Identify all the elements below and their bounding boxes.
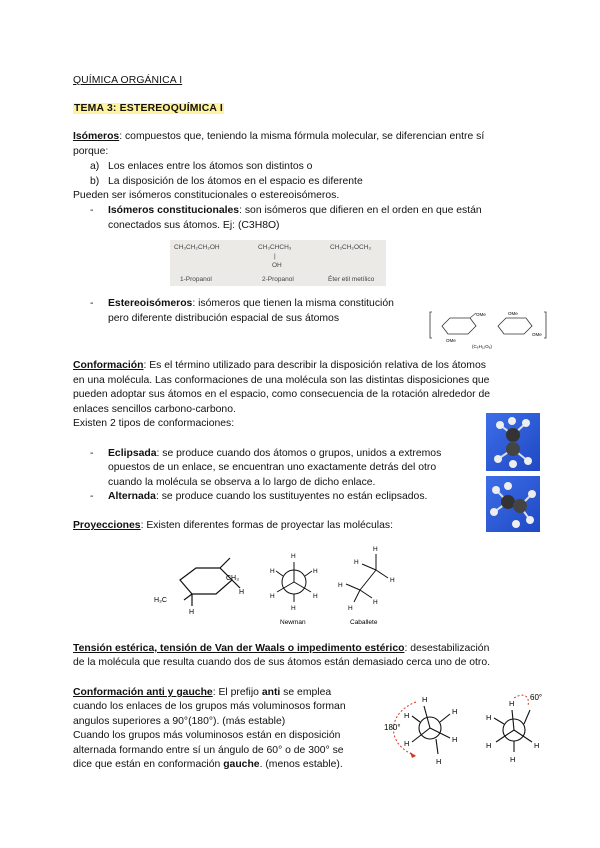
estereo-line [108, 297, 394, 312]
isomeros-intro-cont: porque: [73, 146, 109, 157]
constitucionales-line2: conectados sus átomos. Ej: (C3H8O) [108, 220, 280, 231]
conformacion-line2: en una molécula. Las conformaciones de una molécula son las distintas disposiciones que [73, 375, 490, 386]
alternada-term: Alternada [108, 491, 156, 502]
anti-h5: H [404, 739, 410, 748]
anti-h1: H [422, 695, 428, 704]
formula-2-bond: | [274, 253, 276, 260]
anti-h2: H [452, 707, 458, 716]
antigauche-line2: cuando los enlaces de los grupos más voluminosos forman [73, 701, 346, 712]
glucose-label-4: OMe [532, 332, 542, 337]
eclipsada-term: Eclipsada [108, 448, 157, 459]
anti-h3: H [404, 711, 410, 720]
alternada-text: : se produce cuando los sustituyentes no están eclipsados. [155, 491, 428, 502]
newman-h1: H [291, 553, 296, 560]
caballete-h1: H [373, 546, 378, 553]
newman-h5: H [313, 593, 318, 600]
proyecciones-term: Proyecciones [73, 520, 141, 531]
anti-word: anti [261, 687, 281, 698]
conformacion-term: Conformación [73, 360, 144, 371]
estereo-text: : isómeros que tienen la misma constitución [192, 298, 394, 309]
h-label-chair-1: H [239, 589, 245, 596]
newman-h4: H [270, 593, 275, 600]
antigauche-line1 [73, 686, 331, 701]
formula-2-oh: OH [272, 262, 282, 269]
newman-h2: H [270, 568, 275, 575]
glucose-label-3: OMe [508, 311, 518, 316]
eclipsada-line1 [108, 447, 441, 462]
conformacion-line5: Existen 2 tipos de conformaciones: [73, 418, 235, 429]
isomeros-paragraph [73, 130, 484, 145]
estereo-term: Estereoisómeros [108, 298, 193, 309]
antigauche-l6a: dice que están en conformación [73, 759, 224, 770]
glucose-stereoisomers-figure [428, 308, 550, 350]
sawhorse-projection [346, 554, 388, 602]
isomeros-term: Isómeros [73, 131, 120, 142]
formula-3-name: Éter etil metílico [328, 276, 375, 283]
alternada-line [108, 490, 427, 505]
glucose-formula: (C₆H₁₂O₆) [472, 344, 492, 349]
bullet-dash-2: - [90, 298, 94, 309]
gauche-word: gauche [223, 759, 260, 770]
tension-text: : desestabilización [404, 643, 490, 654]
proyecciones-text: : Existen diferentes formas de proyectar las moléculas: [140, 520, 393, 531]
formula-2: CH₃CHCH₃ [258, 244, 292, 251]
angle-180-label: 180° [384, 723, 401, 732]
gauche-h2: H [486, 713, 492, 722]
gauche-h5: H [510, 755, 516, 764]
glucose-label-1: OMe [476, 312, 486, 317]
constitucionales-term: Isómeros constitucionales [108, 205, 240, 216]
newman-projection [276, 562, 312, 602]
h-label-chair-2: H [189, 609, 195, 616]
angle-60-label: 60° [530, 693, 543, 702]
caballete-label: Caballete [350, 619, 378, 626]
antigauche-l1a: : El prefijo [212, 687, 262, 698]
isomeros-types: Pueden ser isómeros constitucionales o estereoisómeros. [73, 190, 340, 201]
eclipsed-model-image [486, 413, 540, 471]
tension-line1 [73, 642, 489, 657]
antigauche-l1c: se emplea [280, 687, 332, 698]
propanol-isomers-figure [170, 240, 386, 286]
formula-2-name: 2-Propanol [262, 276, 294, 283]
bullet-dash-3: - [90, 448, 94, 459]
formula-1: CH₃CH₂CH₂OH [174, 244, 220, 251]
conformacion-line3: pueden adoptar sus átomos en el espacio, como consecuencia de la rotación alrededor de [73, 389, 491, 400]
caballete-h6: H [373, 599, 378, 606]
gauche-h4: H [534, 741, 540, 750]
bullet-dash-4: - [90, 491, 94, 502]
topic-title: TEMA 3: ESTEREOQUÍMICA I [74, 103, 223, 114]
antigauche-line6 [73, 758, 343, 773]
anti-newman [412, 706, 450, 754]
ch3-label: CH₃ [226, 575, 239, 582]
arrow-180-head [410, 752, 416, 758]
eclipsada-text: : se produce cuando dos átomos o grupos, unidos a extremos [156, 448, 442, 459]
antigauche-line3: angulos superiores a 90°(180°). (más estable) [73, 716, 286, 727]
antigauche-line5: alternada formando entre sí un ángulo de 60° o de 300° se [73, 745, 344, 756]
list-item-b: La disposición de los átomos en el espacio es diferente [108, 176, 363, 187]
formula-1-name: 1-Propanol [180, 276, 212, 283]
anti-h4: H [452, 735, 458, 744]
antigauche-l6c: . (menos estable). [259, 759, 343, 770]
gauche-h1: H [509, 699, 515, 708]
proyecciones-line [73, 519, 393, 534]
caballete-h5: H [348, 605, 353, 612]
glucose-label-2: OMe [446, 338, 456, 343]
conformacion-text-1: : Es el término utilizado para describir la disposición relativa de los átomos [143, 360, 486, 371]
formula-3: CH₃CH₂OCH₃ [330, 244, 372, 251]
tension-term: Tensión estérica, tensión de Van der Waals o impedimento estérico [73, 643, 405, 654]
newman-h3: H [313, 568, 318, 575]
constitucionales-text: : son isómeros que difieren en el orden en que están [239, 205, 482, 216]
eclipsada-line3: cuando la molécula se observa a lo largo de dicho enlace. [108, 477, 376, 488]
caballete-h4: H [338, 582, 343, 589]
newman-h6: H [291, 605, 296, 612]
list-marker-b: b) [90, 176, 100, 187]
anti-h6: H [436, 757, 442, 766]
tension-line2: de la molécula que resulta cuando dos de sus átomos están demasiado cerca uno de otro. [73, 657, 491, 668]
antigauche-line4: Cuando los grupos más voluminosos están en disposición [73, 730, 341, 741]
eclipsada-line2: opuestos de un enlace, se encuentran uno exactamente detrás del otro [108, 462, 437, 473]
isomeros-intro: : compuestos que, teniendo la misma fórmula molecular, se diferencian entre sí [119, 131, 485, 142]
conformacion-line4: enlaces sencillos carbono-carbono. [73, 404, 236, 415]
antigauche-term: Conformación anti y gauche [73, 687, 213, 698]
gauche-h3: H [486, 741, 492, 750]
list-item-a: Los enlaces entre los átomos son distintos o [108, 161, 313, 172]
newman-label: Newman [280, 619, 306, 626]
document-header: QUÍMICA ORGÁNICA I [73, 75, 183, 86]
staggered-model-image [486, 476, 540, 532]
caballete-h3: H [390, 577, 395, 584]
arrow-60 [514, 695, 528, 706]
bullet-dash: - [90, 205, 94, 216]
caballete-h2: H [354, 559, 359, 566]
estereo-line2: pero diferente distribución espacial de sus átomos [108, 313, 340, 324]
projections-figure [150, 540, 470, 630]
list-marker-a: a) [90, 161, 100, 172]
h3c-label: H₃C [154, 597, 167, 604]
anti-gauche-figure [378, 688, 558, 768]
gauche-newman [494, 710, 532, 752]
constitucionales-line [108, 204, 482, 219]
conformacion-line1 [73, 359, 486, 374]
chair-structure [180, 558, 240, 606]
